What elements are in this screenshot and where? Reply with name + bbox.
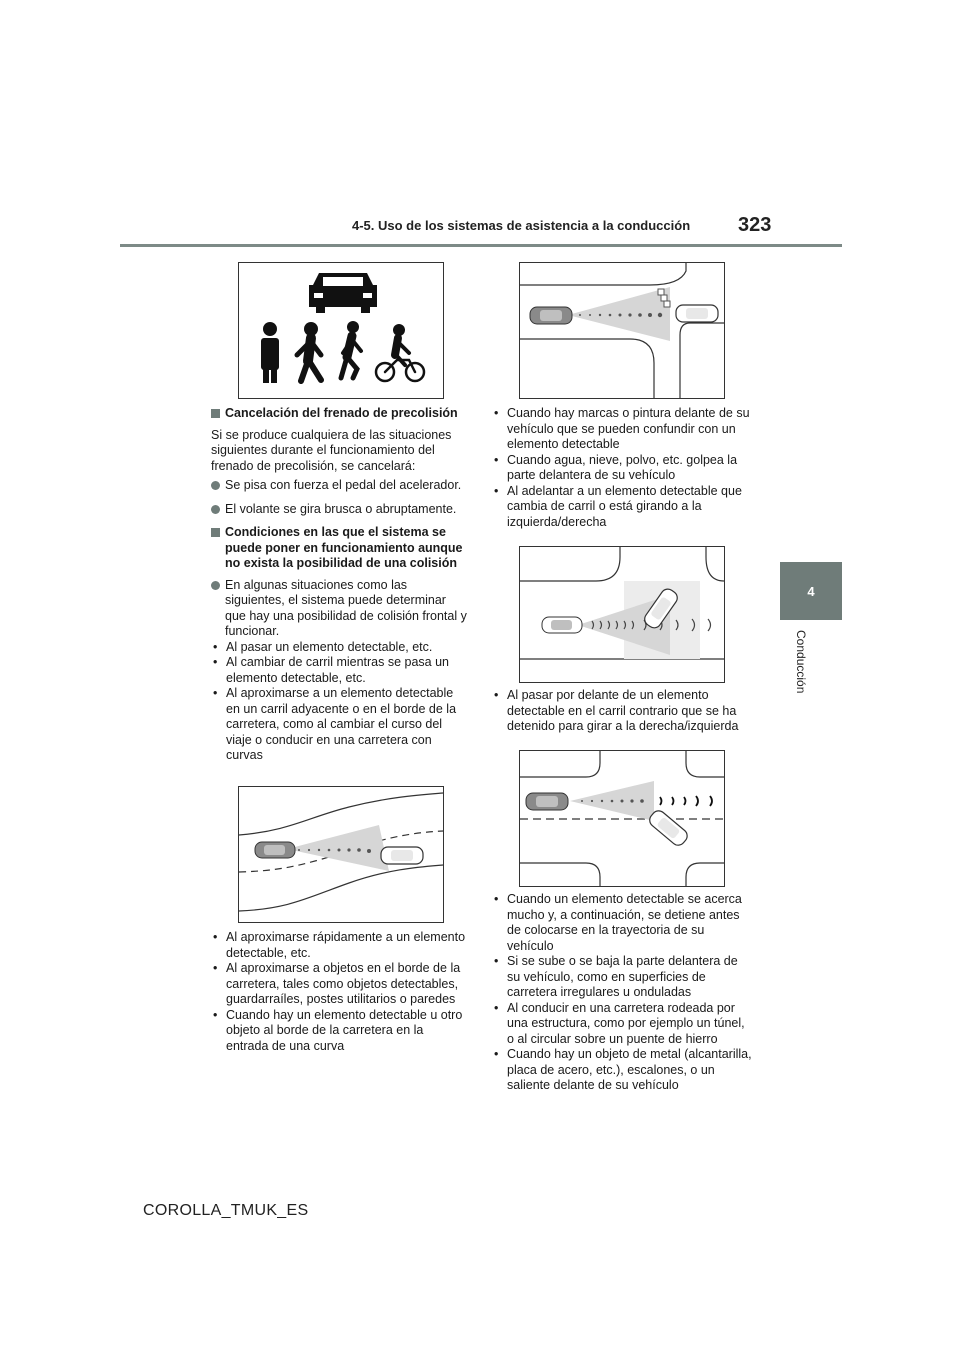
conditions-intro: En algunas situaciones como las siguientes, el sistema puede determinar que hay una posibilidad de colisión frontal y funcionar. <box>211 578 469 640</box>
own-vehicle <box>542 617 582 633</box>
list-item: • Al aproximarse a objetos en el borde de la carretera, tales como objetos detectables, guardarraíles, postes utilitarios o paredes <box>211 961 469 1008</box>
list-item: • Al pasar un elemento detectable, etc. <box>211 640 469 656</box>
figure-intersection-crossing <box>519 546 725 683</box>
conditions-list <box>211 640 469 764</box>
list-item: • Cuando hay un elemento detectable u otro objeto al borde de la carretera en la entrada de una curva <box>211 1008 469 1055</box>
section-title: 4-5. Uso de los sistemas de asistencia a la conducción <box>352 218 691 233</box>
left-column-lower <box>211 930 469 1054</box>
figure-turning-vehicle <box>519 262 725 399</box>
cyclist-icon <box>376 324 424 381</box>
list-item: • Cuando un elemento detectable se acerca mucho y, a continuación, se detiene antes de colocarse en la trayectoria de su vehículo <box>492 892 752 954</box>
curve-list <box>211 930 469 1054</box>
circle-bullet-icon <box>211 581 220 590</box>
figure-detectable-objects <box>238 262 444 399</box>
list-item: • Al conducir en una carretera rodeada por una estructura, como por ejemplo un túnel, o al circular sobre un puente de hierro <box>492 1001 752 1048</box>
list-item: • Al aproximarse rápidamente a un elemento detectable, etc. <box>211 930 469 961</box>
runner-icon <box>341 321 361 378</box>
right-list-top <box>492 406 752 530</box>
target-vehicle <box>676 305 718 322</box>
list-item: • Al adelantar a un elemento detectable que cambia de carril o está girando a la izquierda/derecha <box>492 484 752 531</box>
heading-cancel: Cancelación del frenado de precolisión <box>211 406 469 422</box>
target-vehicle <box>381 847 423 864</box>
list-item: • Al aproximarse a un elemento detectable en un carril adyacente o en el borde de la carretera, como al cambiar el curso del viaje o conducir en una carretera con curvas <box>211 686 469 764</box>
document-code: COROLLA_TMUK_ES <box>143 1202 309 1219</box>
pedestrian-icon <box>261 322 279 383</box>
circle-bullet-icon <box>211 481 220 490</box>
right-list-middle <box>492 688 752 735</box>
square-bullet-icon <box>211 528 220 537</box>
right-column-bottom <box>492 892 752 1094</box>
list-item: • Cuando hay marcas o pintura delante de su vehículo que se pueden confundir con un elemento detectable <box>492 406 752 453</box>
list-item: • Al cambiar de carril mientras se pasa un elemento detectable, etc. <box>211 655 469 686</box>
page-number: 323 <box>738 214 772 236</box>
list-item: • Cuando agua, nieve, polvo, etc. golpea la parte delantera de su vehículo <box>492 453 752 484</box>
right-list-bottom <box>492 892 752 1094</box>
radar-wave-dots <box>660 796 712 806</box>
header-rule <box>120 244 842 247</box>
car-front-icon <box>309 273 377 313</box>
cancel-item: El volante se gira brusca o abruptamente. <box>211 502 469 518</box>
square-bullet-icon <box>211 409 220 418</box>
own-vehicle <box>255 842 295 858</box>
own-vehicle <box>526 793 568 810</box>
right-column-middle <box>492 688 752 735</box>
right-column-top <box>492 406 752 530</box>
own-vehicle <box>530 307 572 324</box>
figure-curved-road <box>238 786 444 923</box>
heading-conditions: Condiciones en las que el sistema se puede poner en funcionamiento aunque no exista la posibilidad de una colisión <box>211 525 469 572</box>
cancel-item: Se pisa con fuerza el pedal del acelerador. <box>211 478 469 494</box>
cancel-intro: Si se produce cualquiera de las situaciones siguientes durante el funcionamiento del frenado de precolisión, se cancelará: <box>211 427 452 473</box>
chapter-number: 4 <box>807 583 815 599</box>
target-vehicle <box>647 808 690 848</box>
walking-person-icon <box>297 322 321 381</box>
list-item: • Si se sube o se baja la parte delantera de su vehículo, como en superficies de carretera irregulares u onduladas <box>492 954 752 1001</box>
figure-oncoming-turning <box>519 750 725 887</box>
circle-bullet-icon <box>211 505 220 514</box>
chapter-tab <box>780 562 842 620</box>
left-column <box>211 406 469 764</box>
list-item: • Cuando hay un objeto de metal (alcantarilla, placa de acero, etc.), escalones, o un saliente delante de su vehículo <box>492 1047 752 1094</box>
chapter-name: Conducción <box>794 630 808 694</box>
list-item: • Al pasar por delante de un elemento detectable en el carril contrario que se ha detenido para girar a la derecha/izquierda <box>492 688 752 735</box>
